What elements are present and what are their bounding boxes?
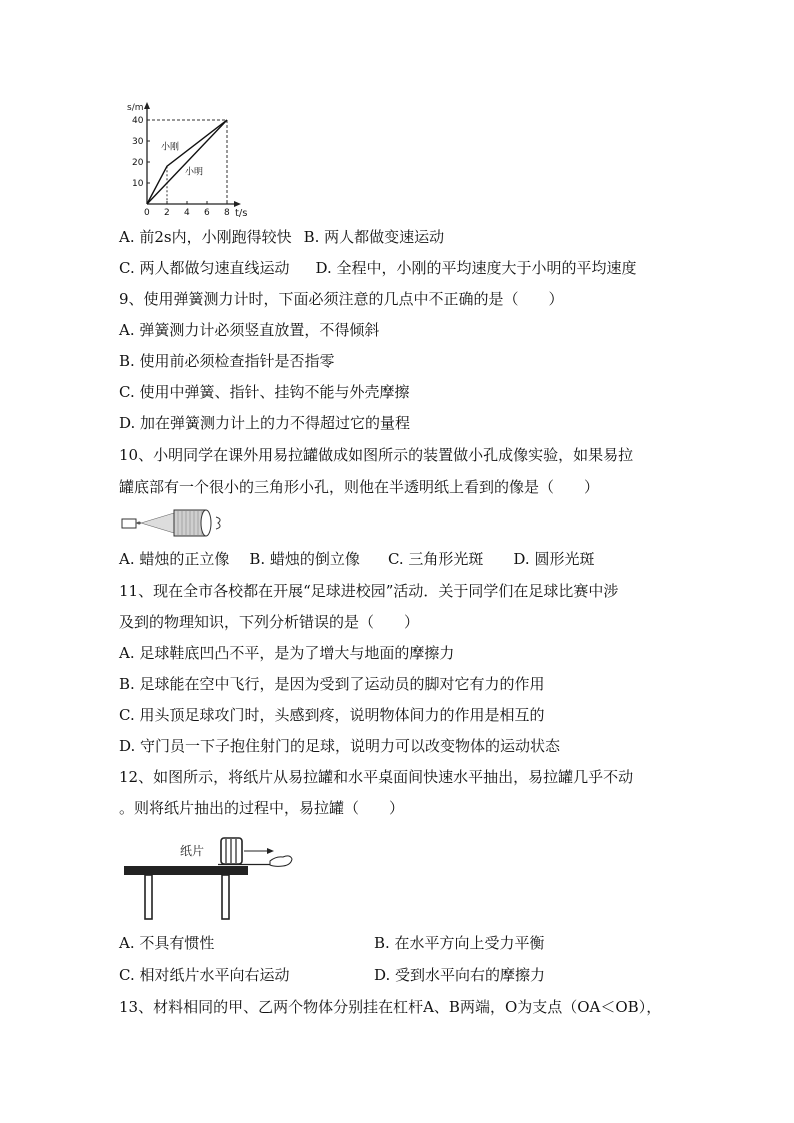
- table-top: [124, 866, 248, 875]
- q11-stem-line2: 及到的物理知识，下列分析错误的是（ ）: [119, 613, 420, 631]
- eye-icon: [216, 517, 220, 529]
- y-tick-label: 30: [132, 137, 144, 147]
- q8-option-a[interactable]: A. 前2s内，小刚跑得较快: [119, 228, 292, 246]
- q10-options-row: [119, 549, 594, 569]
- q9-stem: 9、使用弹簧测力计时，下面必须注意的几点中不正确的是（ ）: [119, 290, 564, 308]
- q9-option-c[interactable]: C. 使用中弹簧、指针、挂钩不能与外壳摩擦: [119, 383, 410, 401]
- table-leg-left: [145, 875, 152, 919]
- q10-option-a[interactable]: A. 蜡烛的正立像: [119, 550, 230, 568]
- table-leg-right: [222, 875, 229, 919]
- pull-arrow-icon: [244, 848, 274, 854]
- candle: [122, 519, 136, 528]
- q8-option-d[interactable]: D. 全程中，小刚的平均速度大于小明的平均速度: [315, 259, 637, 277]
- q11-stem-line1: 11、现在全市各校都在开展“足球进校园”活动．关于同学们在足球比赛中涉: [119, 582, 619, 600]
- q12-option-a[interactable]: A. 不具有惯性: [119, 934, 215, 952]
- q9-option-d[interactable]: D. 加在弹簧测力计上的力不得超过它的量程: [119, 414, 411, 432]
- q11-option-d[interactable]: D. 守门员一下子抱住射门的足球，说明力可以改变物体的运动状态: [119, 737, 561, 755]
- q8-options-row2: [119, 258, 637, 278]
- pinhole-camera-figure: [119, 505, 229, 539]
- x-tick-label: 6: [204, 208, 210, 218]
- q11-option-c[interactable]: C. 用头顶足球攻门时，头感到疼，说明物体间力的作用是相互的: [119, 706, 545, 724]
- y-tick-label: 40: [132, 116, 144, 126]
- x-axis-label: t/s: [235, 208, 248, 218]
- q13-stem-line1: 13、材料相同的甲、乙两个物体分别挂在杠杆A、B两端，O为支点（OA＜OB），: [119, 998, 662, 1016]
- q10-option-d[interactable]: D. 圆形光斑: [513, 550, 595, 568]
- x-tick-label: 8: [224, 208, 230, 218]
- q8-options-row1: [119, 227, 444, 247]
- q8-option-c[interactable]: C. 两人都做匀速直线运动: [119, 259, 290, 277]
- x-tick-label: 4: [184, 208, 190, 218]
- q10-option-c[interactable]: C. 三角形光斑: [387, 550, 484, 568]
- q12-stem-line2: 。则将纸片抽出的过程中，易拉罐（ ）: [119, 799, 405, 817]
- q8-option-b[interactable]: B. 两人都做变速运动: [303, 228, 445, 246]
- x-tick-label: 0: [144, 208, 150, 218]
- series-line-2: [147, 120, 227, 204]
- q10-option-b[interactable]: B. 蜡烛的倒立像: [249, 550, 360, 568]
- y-tick-label: 20: [132, 158, 144, 168]
- hand-icon: [270, 856, 292, 866]
- y-axis-label: s/m: [127, 103, 144, 113]
- table-can-figure: [120, 830, 305, 922]
- q11-option-a[interactable]: A. 足球鞋底凹凸不平，是为了增大与地面的摩擦力: [119, 644, 455, 662]
- translucent-paper: [201, 510, 211, 536]
- can-icon: [221, 838, 242, 864]
- q12-stem-line1: 12、如图所示，将纸片从易拉罐和水平桌面间快速水平抽出，易拉罐几乎不动: [119, 768, 634, 786]
- st-graph-series: [147, 120, 227, 204]
- q12-option-b[interactable]: B. 在水平方向上受力平衡: [374, 934, 545, 952]
- q10-stem-line1: 10、小明同学在课外用易拉罐做成如图所示的装置做小孔成像实验，如果易拉: [119, 446, 634, 464]
- light-cone: [141, 513, 174, 533]
- q11-option-b[interactable]: B. 足球能在空中飞行，是因为受到了运动员的脚对它有力的作用: [119, 675, 545, 693]
- paper-label: 纸片: [180, 844, 205, 858]
- y-tick-label: 10: [132, 179, 144, 189]
- q10-stem-line2: 罐底部有一个很小的三角形小孔，则他在半透明纸上看到的像是（ ）: [119, 478, 600, 496]
- x-tick-label: 2: [164, 208, 170, 218]
- series-label-2: 小明: [185, 167, 204, 178]
- q12-option-d[interactable]: D. 受到水平向右的摩擦力: [374, 966, 546, 984]
- q12-option-c[interactable]: C. 相对纸片水平向右运动: [119, 966, 290, 984]
- series-label-1: 小刚: [161, 142, 180, 153]
- q9-option-b[interactable]: B. 使用前必须检查指针是否指零: [119, 352, 335, 370]
- q9-option-a[interactable]: A. 弹簧测力计必须竖直放置，不得倾斜: [119, 321, 380, 339]
- st-graph: [125, 98, 260, 218]
